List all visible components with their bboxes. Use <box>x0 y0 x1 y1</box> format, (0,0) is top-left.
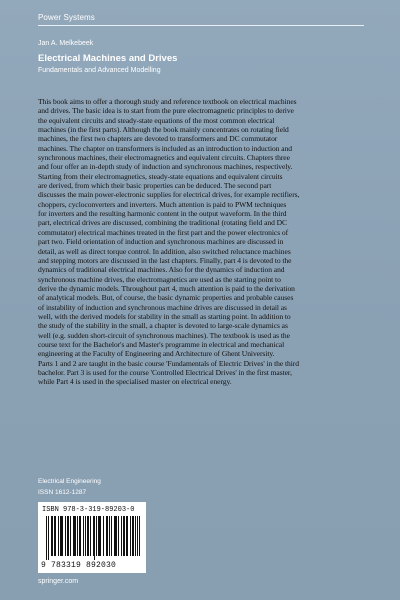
description-line: commutator) electrical machines treated in the first part and the power electronics of <box>38 227 289 237</box>
description-line: machines, the first two chapters are devoted to transformers and DC commutator <box>38 134 278 144</box>
description-line: detail, as well as direct torque control. In addition, also switched reluctance machines <box>38 246 291 256</box>
description-line: Parts 1 and 2 are taught in the basic course 'Fundamentals of Electric Drives' in the third <box>38 358 299 368</box>
description-line: while Part 4 is used in the specialised master on electrical energy. <box>38 377 232 387</box>
description-line: and stepping motors are discussed in the last chapters. Finally, part 4 is devoted to the <box>38 255 292 265</box>
description-line: synchronous machine drives, the electromagnetics are used as the starting point to <box>38 274 281 284</box>
publisher-website: springer.com <box>38 578 79 585</box>
description-line: machines. The chapter on transformers is included as an introduction to induction and <box>38 143 293 153</box>
book-title: Electrical Machines and Drives <box>38 53 178 64</box>
description-line: for inverters and the resulting harmonic content in the output waveform. In the third <box>38 209 287 219</box>
book-subtitle: Fundamentals and Advanced Modelling <box>38 67 161 74</box>
description-line: derive the dynamic models. Throughout part 4, much attention is paid to the derivation <box>38 283 295 293</box>
description-line: and four offer an in-depth study of induction and synchronous machines, respectively. <box>38 162 293 172</box>
series-label: Power Systems <box>38 13 95 22</box>
isbn-label: ISBN 978-3-319-89203-0 <box>42 506 135 514</box>
description-line: Starting from their electromagnetics, steady-state equations and equivalent circuits <box>38 171 283 181</box>
description-line: well, with the derived models for stability in the small as starting point. In addition to <box>38 311 291 321</box>
description-line: are derived, from which their basic properties can be deduced. The second part <box>38 181 272 191</box>
description-line: discusses the main power-electronic supplies for electrical drives, for example rectifiers, <box>38 190 300 200</box>
description-line: dynamics of traditional electrical machines. Also for the dynamics of induction and <box>38 265 285 275</box>
description-line: of instability of induction and synchronous machine drives are discussed in detail as <box>38 302 287 312</box>
description-line: the equivalent circuits and steady-state equations of the most common electrical <box>38 115 275 125</box>
description-line: the study of the stability in the small, a chapter is devoted to large-scale dynamics as <box>38 321 288 331</box>
description-line: part two. Field orientation of induction and synchronous machines are discussed in <box>38 237 284 247</box>
description-line: choppers, cycloconverters and inverters. Much attention is paid to PWM techniques <box>38 199 287 209</box>
series-name: Electrical Engineering <box>38 478 101 485</box>
description-line: part, electrical drives are discussed, combining the traditional (rotating field and DC <box>38 218 287 228</box>
description-line: machines (in the first parts). Although the book mainly concentrates on rotating field <box>38 125 289 135</box>
description-line: of analytical models. But, of course, the basic dynamic properties and probable causes <box>38 293 294 303</box>
author-name: Jan A. Melkebeek <box>38 40 94 47</box>
description-line: This book aims to offer a thorough study and reference textbook on electrical machines <box>38 97 297 106</box>
header-divider <box>38 25 364 26</box>
isbn-barcode <box>38 502 146 573</box>
barcode-digits: 9 783319 892030 <box>41 561 117 570</box>
description-line: engineering at the Faculty of Engineering and Architecture of Ghent University. <box>38 349 275 359</box>
description-line: well (e.g. sudden short-circuit of synchronous machines). The textbook is used as the <box>38 330 290 340</box>
description-line: and drives. The basic idea is to start from the pure electromagnetic principles to derive <box>38 106 294 116</box>
description-line: bachelor. Part 3 is used for the course 'Controlled Electrical Drives' in the first master, <box>38 367 292 377</box>
issn-number: ISSN 1612-1287 <box>38 489 87 496</box>
description-line: synchronous machines, their electromagnetics and equivalent circuits. Chapters three <box>38 153 290 163</box>
barcode-icon <box>46 516 140 560</box>
description-line: course text for the Bachelor's and Master's programme in electrical and mechanical <box>38 339 285 349</box>
book-description <box>38 97 365 387</box>
